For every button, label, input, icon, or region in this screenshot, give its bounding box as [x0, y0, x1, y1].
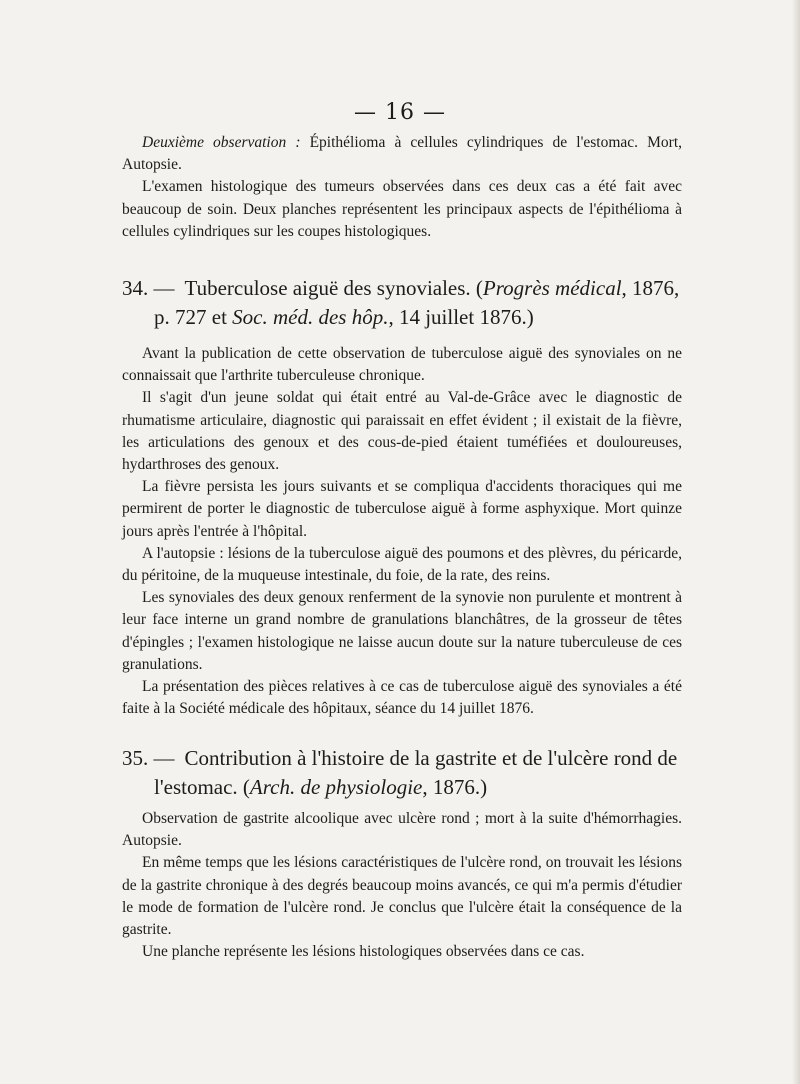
- section-34-paragraph: La fièvre persista les jours suivants et se compliqua d'accidents thoraciques qui me permirent de porter le diagnostic de tuberculose aiguë à forme asphyxique. Mort quinze jours après l'entrée à l'hôpital.: [122, 478, 682, 540]
- section-35-body: [122, 808, 682, 963]
- observation-label: Deuxième observation :: [142, 134, 301, 151]
- section-34-paragraph: La présentation des pièces relatives à ce cas de tuberculose aiguë des synoviales a été faite à la Société médicale des hôpitaux, séance du 14 juillet 1876.: [122, 678, 682, 718]
- section-34-paragraph: Avant la publication de cette observation de tuberculose aiguë des synoviales on ne connaissait que l'arthrite tuberculeuse chronique.: [122, 345, 682, 385]
- section-34-ref1: Progrès médical: [482, 276, 622, 300]
- section-35-ref1: Arch. de physiologie: [249, 775, 423, 799]
- section-35-paragraph: En même temps que les lésions caractéristiques de l'ulcère rond, on trouvait les lésions de la gastrite chronique à des degrés beaucoup moins avancés, ce qui m'a permis d'étudier le mode de formation de l'ulcère rond. Je conclus que l'ulcère était la conséquence de la gastrite.: [122, 854, 682, 939]
- section-35-paragraph: Observation de gastrite alcoolique avec ulcère rond ; mort à la suite d'hémorrhagies. Autopsie.: [122, 810, 682, 850]
- intro-block: [122, 132, 682, 243]
- page-edge-shadow: [792, 0, 800, 1084]
- section-34-heading: [122, 274, 682, 332]
- section-34-heading-block: [122, 274, 682, 332]
- section-34-paragraph: Il s'agit d'un jeune soldat qui était entré au Val-de-Grâce avec le diagnostic de rhumatisme articulaire, diagnostic qui paraissait en effet évident ; il existait de la fièvre, les articulations des genoux et des cous-de-pied étaient tuméfiées et douloureuses, hydarthroses des genoux.: [122, 389, 682, 474]
- observation-paragraph: [122, 132, 682, 176]
- intro-paragraph: L'examen histologique des tumeurs observées dans ces deux cas a été fait avec beaucoup de soin. Deux planches représentent les principaux aspects de l'épithélioma à cellules cylindriques sur les coupes histologiques.: [122, 178, 682, 240]
- section-35-heading: [122, 744, 682, 802]
- section-34-paragraph: A l'autopsie : lésions de la tuberculose aiguë des poumons et des plèvres, du péricarde, du péritoine, de la muqueuse intestinale, du foie, de la rate, des reins.: [122, 544, 682, 585]
- observation-text: Épithélioma à cellules cylindriques de l'estomac. Mort, Autopsie.: [122, 134, 682, 174]
- section-34-paragraph: Les synoviales des deux genoux renferment de la synovie non purulente et montrent à leur face interne un grand nombre de granulations blanchâtres, de la grosseur de têtes d'épingles ; l'examen histologique ne laisse aucun doute sur la nature tuberculeuse de ces granulations.: [122, 589, 682, 673]
- section-35-tail: , 1876.): [422, 775, 488, 799]
- section-34-title: Tuberculose aiguë des synoviales. (: [184, 276, 483, 300]
- section-34-ref2: Soc. méd. des hôp.: [232, 305, 389, 329]
- section-35-paragraph: Une planche représente les lésions histologiques observées dans ce cas.: [142, 943, 585, 961]
- section-35-heading-block: [122, 744, 682, 802]
- section-34-number: 34. —: [122, 276, 175, 300]
- section-35-number: 35. —: [122, 746, 175, 770]
- section-35-title: Contribution à l'histoire de la gastrite et de l'ulcère rond de l'estomac. (: [154, 746, 678, 799]
- section-34-mid1: , 1876, p. 727 et: [154, 276, 680, 329]
- section-34-tail: , 14 juillet 1876.): [388, 305, 534, 329]
- page-number: — 16 —: [354, 100, 446, 125]
- section-34-body: [122, 343, 682, 720]
